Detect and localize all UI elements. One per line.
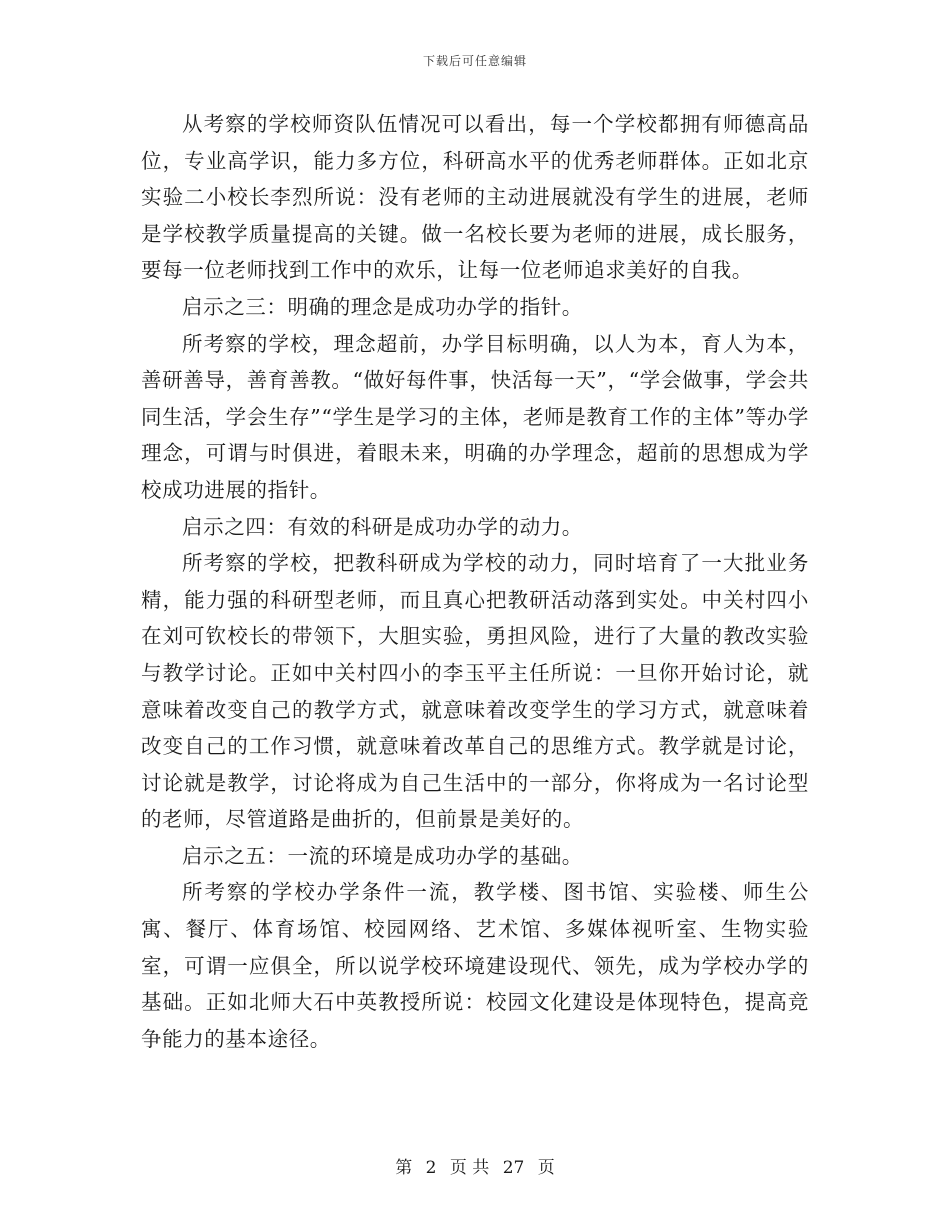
footer-prefix: 第 [395, 1158, 413, 1178]
paragraph-teachers: 从考察的学校师资队伍情况可以看出，每一个学校都拥有师德高品位，专业高学识，能力多方位，科研高水平的优秀老师群体。正如北京实验二小校长李烈所说：没有老师的主动进展就没有学生的进展，老师是学校教学质量提高的关键。做一名校长要为老师的进展，成长服务，要每一位老师找到工作中的欢乐，让每一位老师追求美好的自我。 [141, 112, 809, 283]
heading-insight-five: 启示之五：一流的环境是成功办学的基础。 [182, 843, 583, 868]
total-page-count: 27 [502, 1158, 525, 1178]
current-page-number: 2 [425, 1158, 437, 1178]
page-header: 下载后可任意编辑 [422, 54, 527, 68]
heading-insight-three: 启示之三：明确的理念是成功办学的指针。 [182, 294, 583, 319]
paragraph-environment: 所考察的学校办学条件一流，教学楼、图书馆、实验楼、师生公寓、餐厅、体育场馆、校园网络、艺术馆、多媒体视听室、生物实验室，可谓一应俱全，所以说学校环境建设现代、领先，成为学校办学的基础。正如北师大石中英教授所说：校园文化建设是体现特色，提高竞争能力的基本途径。 [141, 880, 809, 1051]
paragraph-research: 所考察的学校，把教科研成为学校的动力，同时培育了一大批业务精，能力强的科研型老师，而且真心把教研活动落到实处。中关村四小在刘可钦校长的带领下，大胆实验，勇担风险，进行了大量的教改实验与教学讨论。正如中关村四小的李玉平主任所说：一旦你开始讨论，就意味着改变自己的教学方式，就意味着改变学生的学习方式，就意味着改变自己的工作习惯，就意味着改革自己的思维方式。教学就是讨论，讨论就是教学，讨论将成为自己生活中的一部分，你将成为一名讨论型的老师，尽管道路是曲折的，但前景是美好的。 [141, 551, 809, 832]
footer-suffix: 页 [537, 1158, 555, 1178]
paragraph-philosophy: 所考察的学校，理念超前，办学目标明确，以人为本，育人为本，善研善导，善育善教。“做好每件事，快活每一天”，“学会做事，学会共同生活，学会生存”“学生是学习的主体，老师是教育工作的主体”等办学理念，可谓与时俱进，着眼未来，明确的办学理念，超前的思想成为学校成功进展的指针。 [141, 331, 809, 502]
heading-insight-four: 启示之四：有效的科研是成功办学的动力。 [182, 514, 583, 539]
footer-middle: 页 共 [449, 1158, 490, 1178]
page-footer [0, 1153, 950, 1178]
document-body [141, 106, 809, 1057]
